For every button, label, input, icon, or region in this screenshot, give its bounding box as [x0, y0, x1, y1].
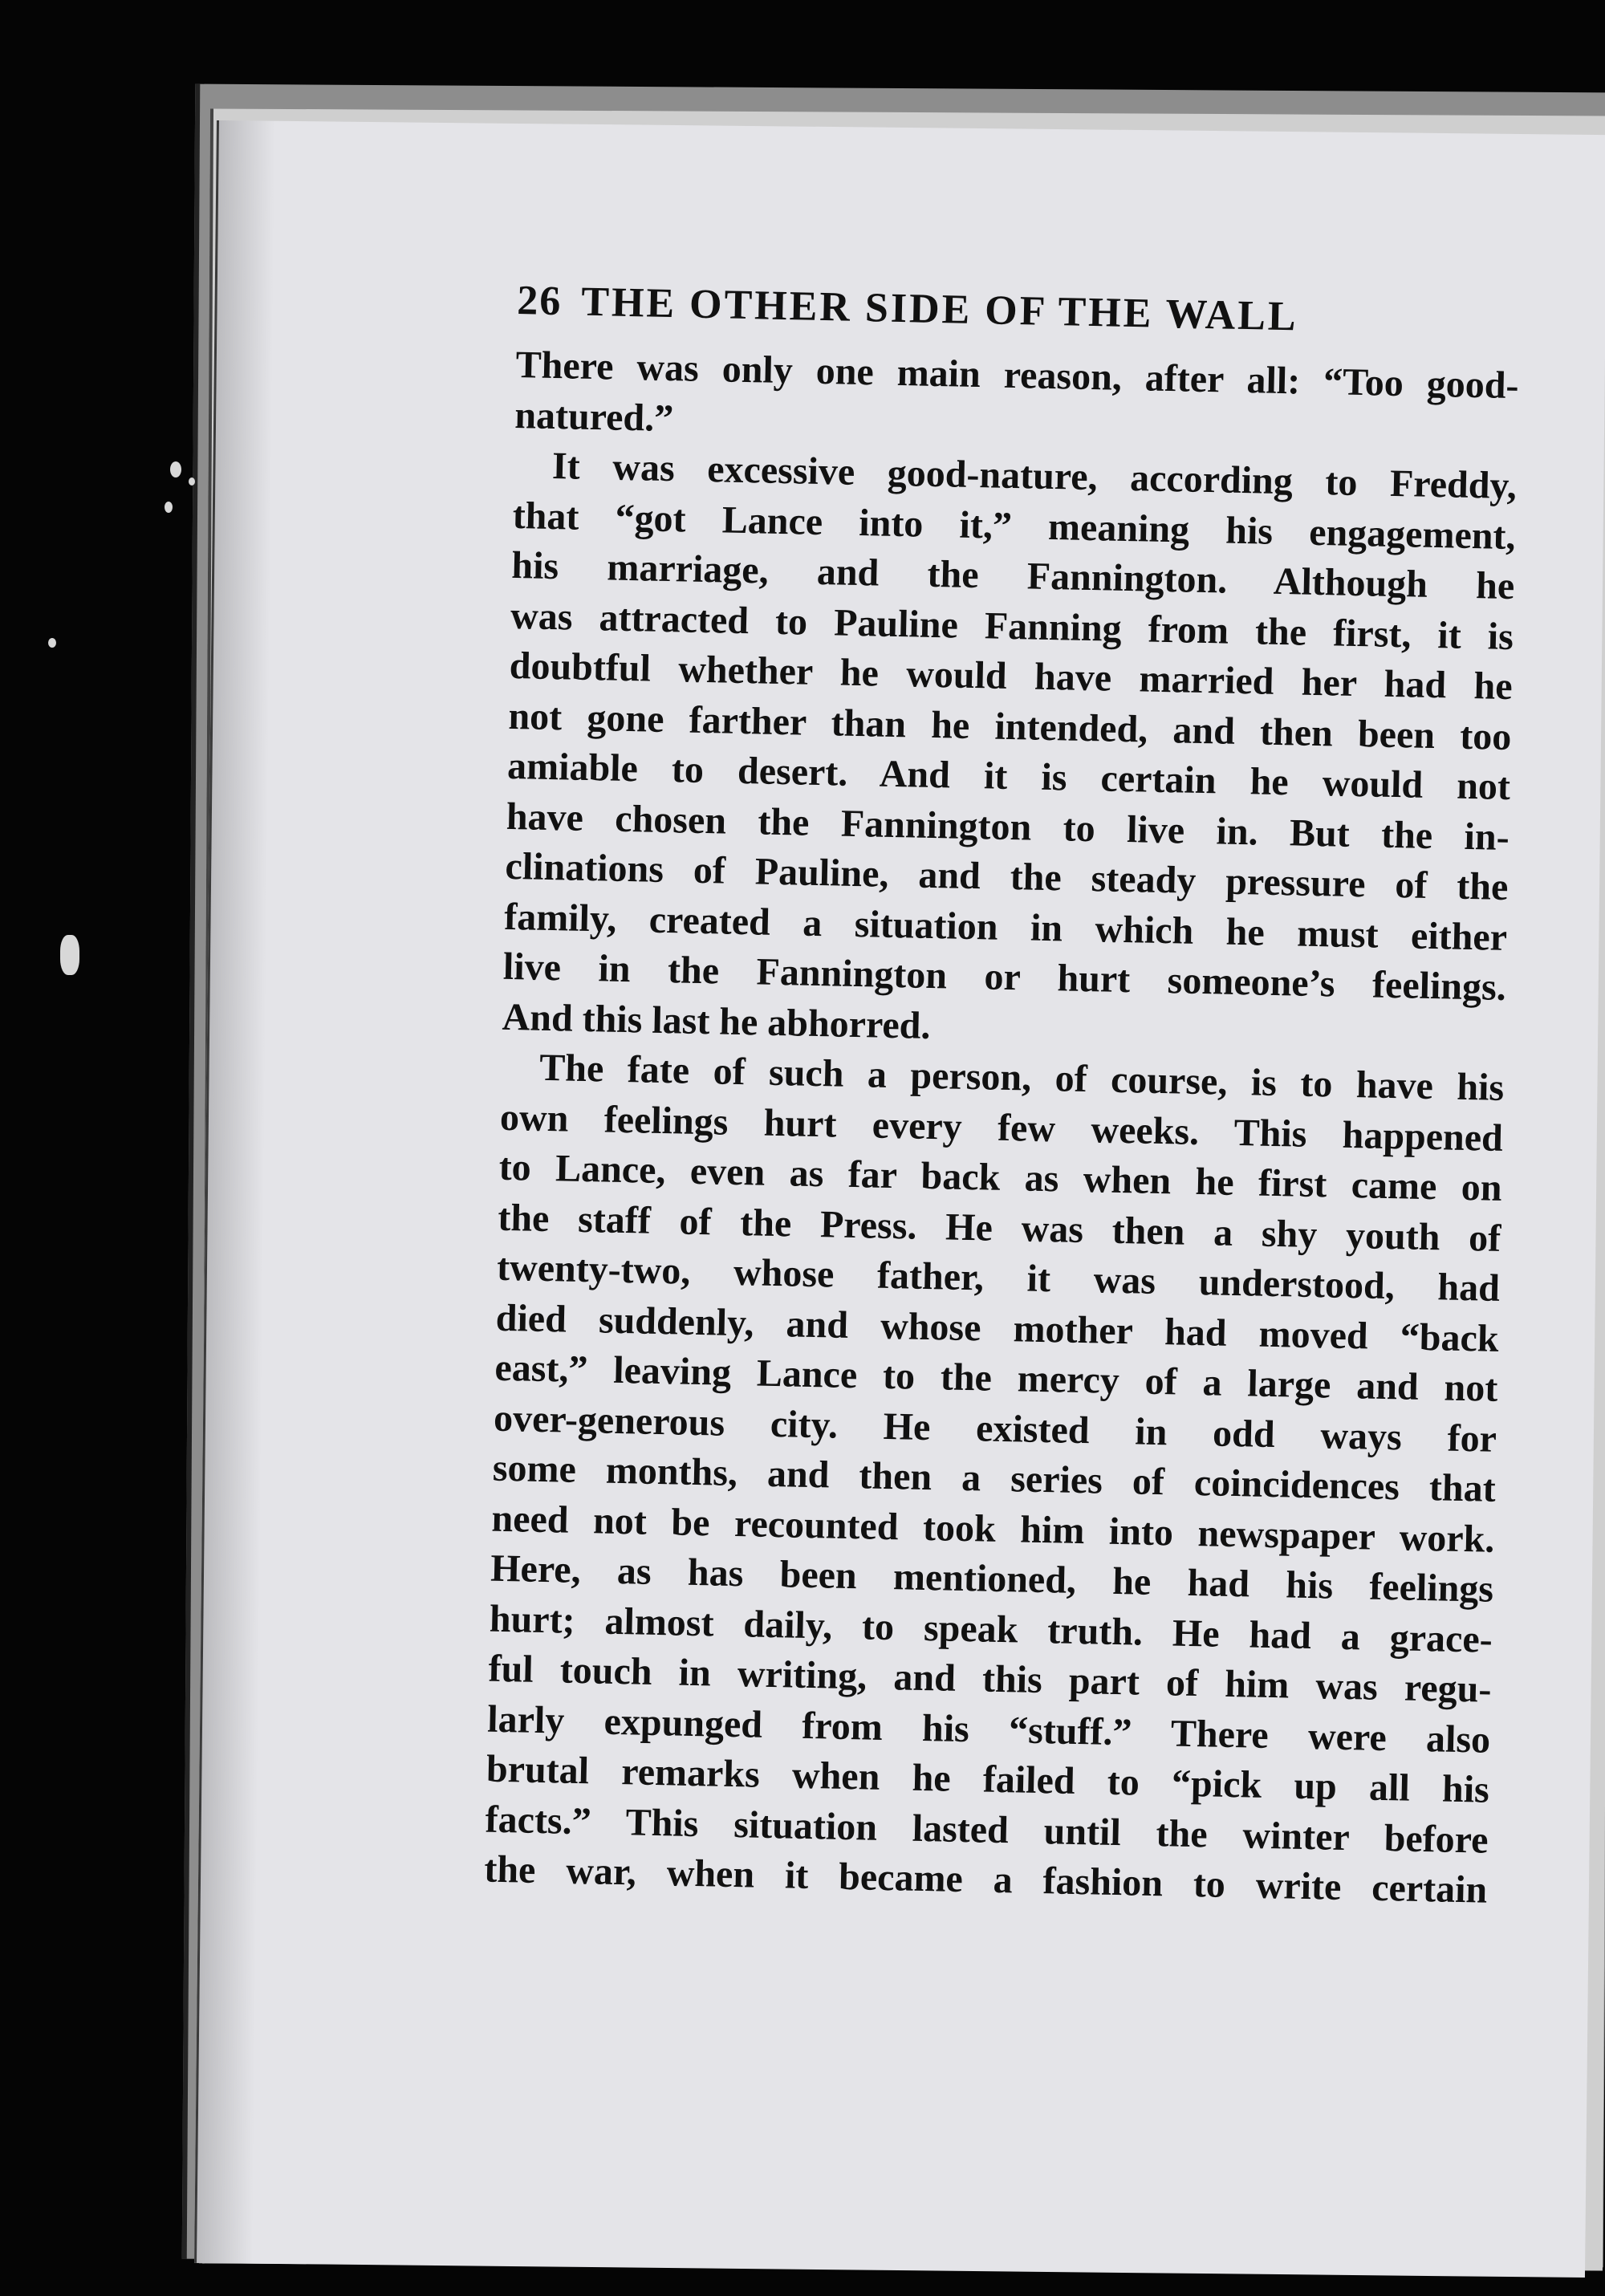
text-line: facts.” This situation lasted until the winter before [485, 1798, 1489, 1862]
text-line: died suddenly, and whose mother had moved “back [495, 1296, 1500, 1360]
text-line: ful touch in writing, and this part of him was regu- [488, 1647, 1492, 1711]
text-line: own feelings hurt every few weeks. This happened [499, 1095, 1504, 1160]
text-line: the war, when it became a fashion to write certain [483, 1847, 1488, 1912]
text-line: some months, and then a series of coincidences that [492, 1446, 1497, 1510]
text-line: that “got Lance into it,” meaning his engagement, [512, 494, 1517, 558]
paragraph [484, 1042, 1505, 1916]
running-title: THE OTHER SIDE OF THE WALL [580, 278, 1299, 340]
paragraph [502, 441, 1517, 1063]
text-line: doubtful whether he would have married her had he [509, 644, 1514, 709]
text-line: live in the Fannington or hurt someone’s feelings. [502, 945, 1507, 1009]
text-line: to Lance, even as far back as when he first came on [498, 1145, 1503, 1209]
text-line: over-generous city. He existed in odd ways for [493, 1396, 1497, 1461]
text-line: hurt; almost daily, to speak truth. He had a grace- [489, 1597, 1493, 1661]
text-line: family, created a situation in which he must either [503, 895, 1508, 959]
text-line: It was excessive good-nature, according to Freddy, [551, 444, 1518, 508]
text-line: The fate of such a person, of course, is to have his [538, 1046, 1505, 1109]
text-line: need not be recounted took him into newspaper work. [491, 1497, 1495, 1561]
text-line: the staff of the Press. He was then a shy youth of [497, 1196, 1501, 1260]
text-line: amiable to desert. And it is certain he would not [506, 744, 1511, 809]
text-line: natured.” [514, 393, 674, 440]
page-text [484, 277, 1521, 1916]
text-line: Here, as has been mentioned, he had his feelings [490, 1546, 1494, 1611]
text-line: not gone farther than he intended, and then been too [507, 694, 1512, 758]
text-line: twenty-two, whose father, it was understood, had [496, 1246, 1501, 1310]
text-line: There was only one main reason, after all: “Too good- [515, 343, 1519, 408]
text-line: And this last he abhorred. [502, 995, 932, 1047]
text-line: his marriage, and the Fannington. Although he [510, 543, 1515, 608]
text-line: east,” leaving Lance to the mercy of a large and not [494, 1346, 1498, 1410]
text-line: was attracted to Pauline Fanning from the first, it is [510, 594, 1514, 658]
text-line: larly expunged from his “stuff.” There were also [486, 1697, 1491, 1762]
text-line: clinations of Pauline, and the steady pressure of the [505, 844, 1509, 909]
text-line: brutal remarks when he failed to “pick up all his [486, 1747, 1490, 1811]
text-line: have chosen the Fannington to live in. But the in- [506, 794, 1510, 859]
page-number: 26 [516, 277, 563, 325]
